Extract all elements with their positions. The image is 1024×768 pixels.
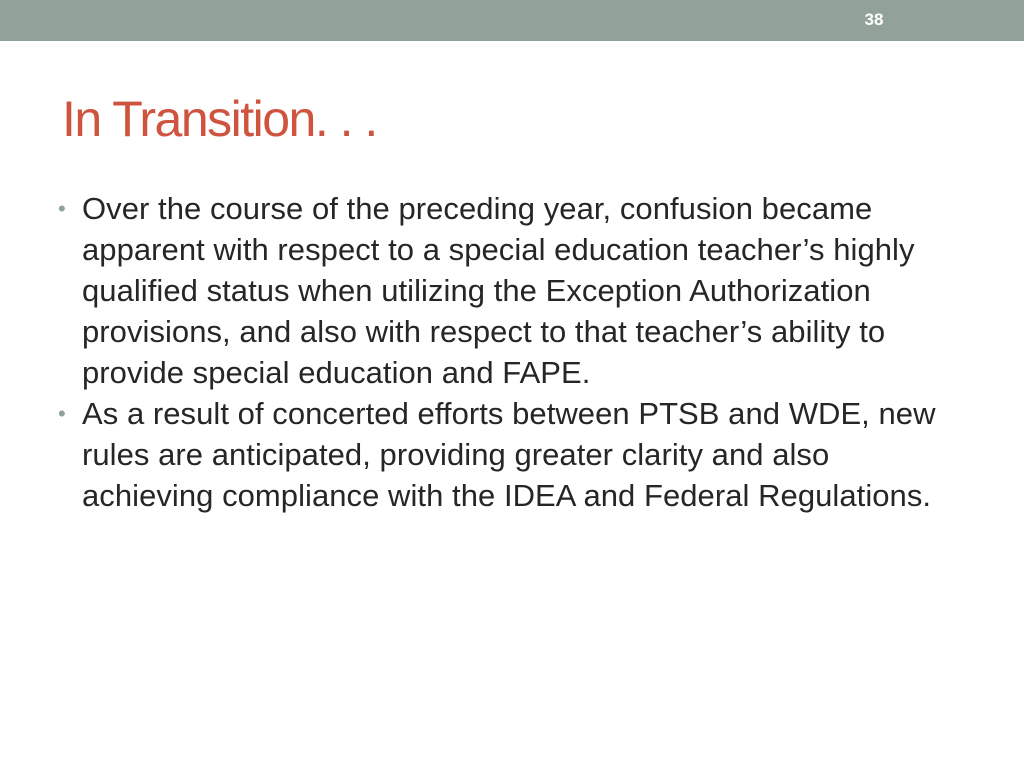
slide-number: 38	[864, 10, 884, 29]
bullet-dot-icon: •	[58, 401, 66, 426]
bullet-item	[58, 188, 963, 393]
bullet-dot-icon: •	[58, 196, 66, 221]
bullet-item	[58, 393, 963, 516]
slide-header-bar	[0, 0, 1024, 41]
bullet-list	[58, 188, 963, 516]
bullet-text: Over the course of the preceding year, confusion became apparent with respect to a special education teacher’s highly qualified status when utilizing the Exception Authorization provisions, and also with respect to that teacher’s ability to provide special education and FAPE.	[82, 191, 915, 390]
bullet-text: As a result of concerted efforts between PTSB and WDE, new rules are anticipated, providing greater clarity and also achieving compliance with the IDEA and Federal Regulations.	[82, 396, 936, 513]
slide-title: In Transition. . .	[62, 91, 377, 147]
